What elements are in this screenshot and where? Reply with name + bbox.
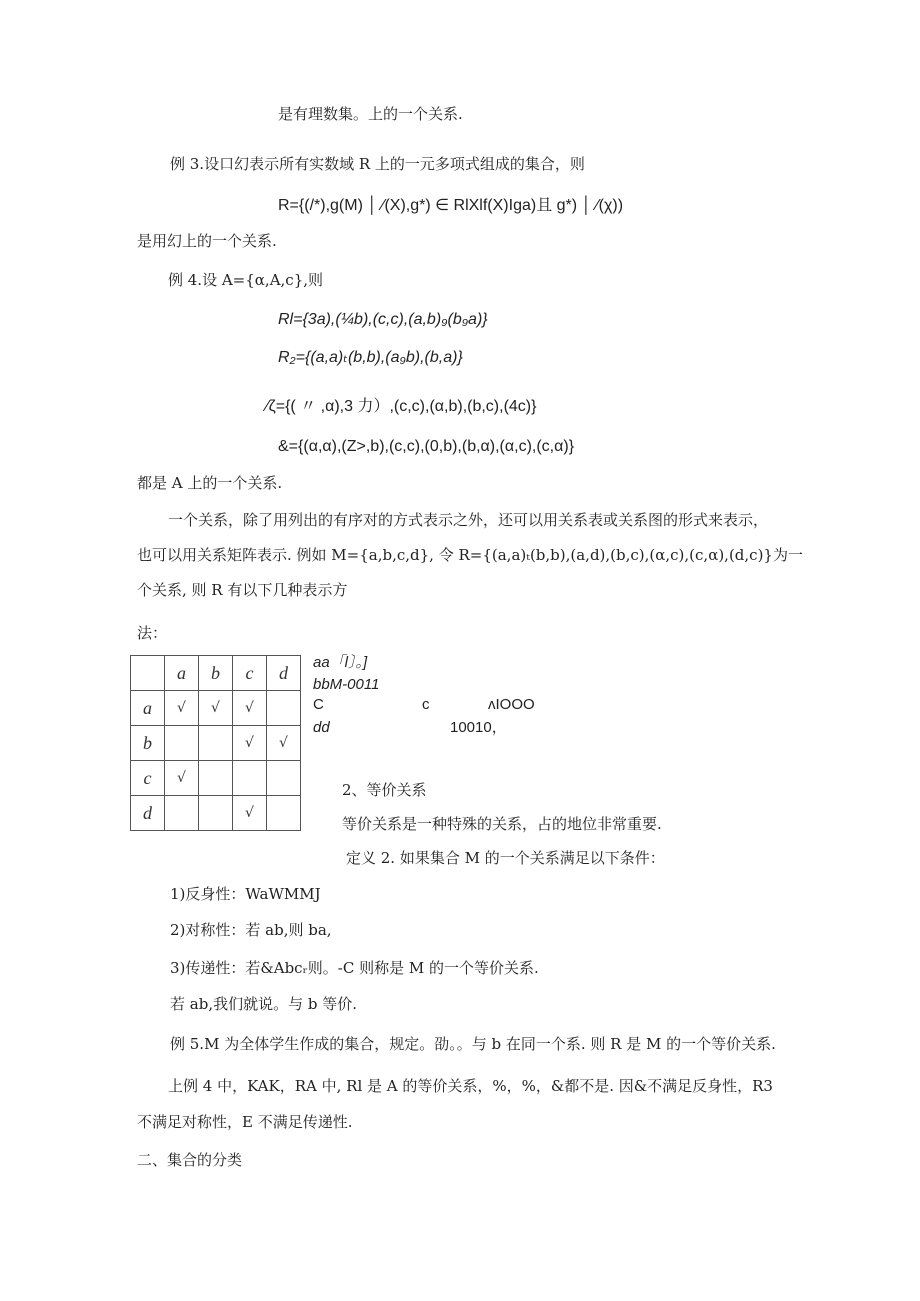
table-cell: √ — [233, 796, 267, 831]
example-4-line: 例 4.设 A={α,A,c},则 — [168, 271, 324, 289]
text-line: 是有理数集。上的一个关系. — [278, 105, 463, 123]
example-3-line: 例 3.设口幻表示所有实数域 R 上的一元多项式组成的集合，则 — [170, 155, 585, 173]
example-5-line: 例 5.M 为全体学生作成的集合，规定。劭。。与 b 在同一个系. 则 R 是 M 的一个等价关系. — [170, 1035, 776, 1053]
table-header-cell: b — [199, 656, 233, 691]
property-transitive: 3)传递性：若&Abcᵣ则。-C 则称是 M 的一个等价关系. — [170, 959, 539, 977]
text-line: 是用幻上的一个关系. — [137, 232, 277, 250]
text-line: 上例 4 中，KAK，RA 中, Rl 是 A 的等价关系，%，%，&都不是. 因&不满足反身性，R3 — [168, 1077, 773, 1095]
table-cell: √ — [165, 691, 199, 726]
table-header-cell: c — [233, 656, 267, 691]
table-cell: a — [131, 691, 165, 726]
matrix-line-3b: c — [422, 696, 430, 713]
table-header-cell: a — [165, 656, 199, 691]
text-line: 等价关系是一种特殊的关系，占的地位非常重要. — [342, 815, 662, 833]
definition-2: 定义 2. 如果集合 M 的一个关系满足以下条件： — [346, 849, 665, 867]
section-heading-2: 二、集合的分类 — [137, 1151, 243, 1169]
table-header-cell: d — [267, 656, 301, 691]
section-heading: 2、等价关系 — [342, 781, 427, 799]
table-cell — [165, 726, 199, 761]
table-cell — [233, 761, 267, 796]
table-cell: √ — [233, 691, 267, 726]
text-line: 若 ab,我们就说。与 b 等价. — [170, 995, 357, 1013]
table-row — [131, 761, 301, 796]
table-cell — [199, 796, 233, 831]
formula-r2: R₂={(a,a)ₜ(b,b),(a₉b),(b,a)} — [278, 349, 463, 366]
property-reflexive: 1)反身性：WaWMMJ — [170, 885, 321, 903]
text-line: 个关系, 则 R 有以下几种表示方 — [137, 581, 348, 599]
matrix-line-1: aa「l〕。] — [313, 654, 368, 671]
table-cell — [267, 796, 301, 831]
table-header-cell — [131, 656, 165, 691]
matrix-line-4b: 10010， — [450, 719, 507, 736]
table-cell: b — [131, 726, 165, 761]
matrix-line-3c: ᴧIOOO — [488, 696, 535, 713]
table-row — [131, 656, 301, 691]
table-row — [131, 796, 301, 831]
table-cell: d — [131, 796, 165, 831]
formula-r: R={(/*),g(M) │ ∕(X),g*) ∈ RlXlf(X)Iga)且 g*) │ ∕(χ)) — [278, 197, 624, 214]
matrix-line-4a: dd — [313, 719, 330, 736]
matrix-line-3a: C — [313, 696, 324, 713]
table-row — [131, 726, 301, 761]
table-cell — [165, 796, 199, 831]
matrix-line-2: bbM-0011 — [313, 676, 380, 693]
table-cell: √ — [233, 726, 267, 761]
formula-r1: Rl={3a),(¼b),(c,c),(a,b)₉(b₉a)} — [278, 311, 488, 328]
formula-r4: &={(α,α),(Z>,b),(c,c),(0,b),(b,α),(α,c),(c,α)} — [278, 438, 575, 455]
table-cell — [199, 761, 233, 796]
table-cell: c — [131, 761, 165, 796]
text-line: 法： — [137, 624, 168, 642]
text-line: 也可以用关系矩阵表示. 例如 M={a,b,c,d}, 令 R={(a,a)ₜ(b,b),(a,d),(b,c),(α,c),(c,α),(d,c)}为一 — [137, 546, 803, 564]
table-cell: √ — [267, 726, 301, 761]
text-line: 不满足对称性，E 不满足传递性. — [137, 1113, 353, 1131]
relation-table — [130, 655, 301, 831]
text-line: 都是 A 上的一个关系. — [137, 474, 283, 492]
table-cell: √ — [165, 761, 199, 796]
table-cell — [267, 761, 301, 796]
table-cell — [199, 726, 233, 761]
text-line: 一个关系，除了用列出的有序对的方式表示之外，还可以用关系表或关系图的形式来表示， — [168, 511, 769, 529]
table-cell — [267, 691, 301, 726]
table-row — [131, 691, 301, 726]
table-cell: √ — [199, 691, 233, 726]
property-symmetric: 2)对称性：若 ab,则 ba, — [170, 921, 332, 939]
formula-r3: ∕ζ={( 〃 ,α),3 力）,(c,c),(α,b),(b,c),(4c)} — [266, 398, 537, 415]
